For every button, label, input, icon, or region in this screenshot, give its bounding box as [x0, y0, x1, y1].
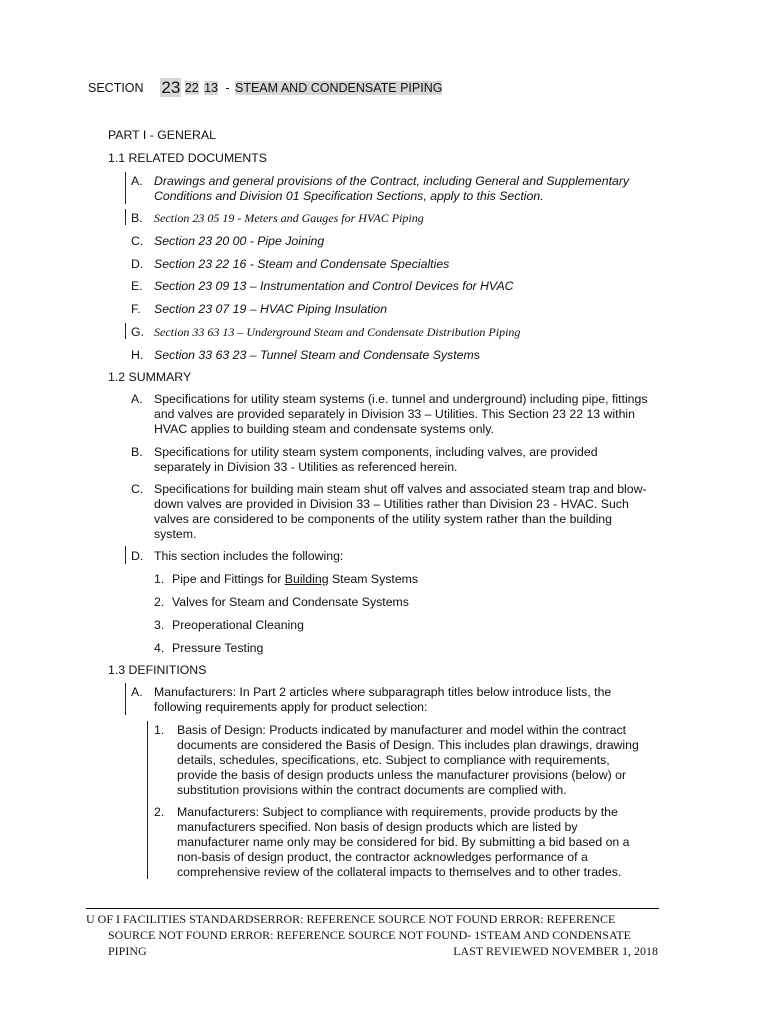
list-item: Specifications for utility steam system components, including valves, are provided separately in Division 33 - Utilities as referenced herein.: [154, 445, 598, 474]
list-item: Section 23 20 00 - Pipe Joining: [154, 234, 325, 248]
list-item: Specifications for building main steam shut off valves and associated steam trap and blow- down valves are provided in Division 33 – Utilities rather than Division 23 - HVAC. Such valves are considered to be components of the utility system rather than the building system.: [154, 482, 647, 541]
list-item: Drawings and general provisions of the Contract, including General and Supplementary Conditions and Division 01 Specification Sections, apply to this Section.: [154, 174, 630, 203]
list-letter: A.: [131, 392, 143, 406]
header-dash: -: [225, 81, 230, 95]
revision-bar: [147, 721, 148, 879]
list-item: Manufacturers: In Part 2 articles where subparagraph titles below introduce lists, the following requirements apply for product selection:: [154, 685, 612, 714]
list-letter: F.: [131, 302, 141, 316]
revision-bar: [125, 209, 126, 225]
list-letter: A.: [131, 174, 143, 188]
list-letter: C.: [131, 234, 144, 248]
sub-number: 3.: [154, 618, 165, 632]
article-heading-1-3: 1.3 DEFINITIONS: [108, 663, 207, 677]
sub-item: Preoperational Cleaning: [172, 618, 304, 632]
section-header: [88, 78, 442, 100]
footer-line-1: U OF I FACILITIES STANDARDSERROR: REFERENCE SOURCE NOT FOUND ERROR: REFERENCE: [86, 912, 616, 926]
list-item: Specifications for utility steam systems (i.e. tunnel and underground) including pipe, fittings and valves are provided separately in Division 33 – Utilities. This Section 23 22 13 within HVAC applies to building steam and condensate systems only.: [154, 392, 648, 436]
section-title: STEAM AND CONDENSATE PIPING: [235, 81, 443, 95]
list-letter: A.: [131, 685, 143, 699]
list-letter: D.: [131, 549, 144, 563]
sub-item: Pipe and Fittings for Building Steam Systems: [172, 572, 419, 586]
section-label: SECTION: [88, 81, 144, 95]
sub-item: Valves for Steam and Condensate Systems: [172, 595, 409, 609]
list-item: Section 33 63 13 – Underground Steam and Condensate Distribution Piping: [154, 325, 521, 339]
list-letter: C.: [131, 482, 144, 496]
article-heading-1-1: 1.1 RELATED DOCUMENTS: [108, 151, 267, 165]
sub-number: 1.: [154, 572, 165, 586]
list-letter: B.: [131, 445, 143, 459]
list-item: This section includes the following:: [154, 549, 344, 563]
sub-number: 2.: [154, 595, 165, 609]
list-letter: B.: [131, 211, 143, 225]
list-letter: H.: [131, 348, 144, 362]
footer-line-3-left: PIPING: [108, 944, 147, 958]
list-letter: E.: [131, 279, 143, 293]
revision-bar: [125, 323, 126, 339]
article-heading-1-2: 1.2 SUMMARY: [108, 370, 192, 384]
revision-bar: [125, 683, 126, 715]
revision-bar: [125, 172, 126, 204]
sub-item: Manufacturers: Subject to compliance with requirements, provide products by the manufacturers specified. Non basis of design products which are listed by manufacturer name only may be considered for bid. By submitting a bid based on a non-basis of design product, the contractor acknowledges performance of a comprehensive review of the collateral impacts to themselves and to other trades.: [177, 805, 630, 879]
sub-number: 4.: [154, 641, 165, 655]
revision-bar: [125, 546, 126, 564]
list-letter: D.: [131, 257, 144, 271]
section-number-main: 23: [161, 78, 181, 97]
list-item: Section 23 22 16 - Steam and Condensate Specialties: [154, 257, 450, 271]
list-item: Section 33 63 23 – Tunnel Steam and Condensate Systems: [154, 348, 480, 362]
sub-number: 2.: [154, 805, 165, 819]
list-item: Section 23 07 19 – HVAC Piping Insulation: [154, 302, 388, 316]
list-letter: G.: [131, 325, 144, 339]
sub-item: Pressure Testing: [172, 641, 264, 655]
sub-item: Basis of Design: Products indicated by manufacturer and model within the contract documents are considered the Basis of Design. This includes plan drawings, drawing details, schedules, specifications, etc. Subject to compliance with requirements, provide the basis of design products unless the manufacturer provisions (below) or substitution provisions within the contract documents are complied with.: [177, 723, 639, 797]
sub-number: 1.: [154, 723, 165, 737]
part-heading: PART I - GENERAL: [108, 128, 216, 142]
footer-rule: [86, 908, 659, 909]
footer-line-2: SOURCE NOT FOUND ERROR: REFERENCE SOURCE NOT FOUND- 1STEAM AND CONDENSATE: [108, 928, 631, 942]
list-item: Section 23 05 19 - Meters and Gauges for HVAC Piping: [154, 211, 424, 225]
section-number-3: 13: [204, 81, 218, 95]
list-item: Section 23 09 13 – Instrumentation and Control Devices for HVAC: [154, 279, 514, 293]
footer-line-3-right: LAST REVIEWED NOVEMBER 1, 2018: [453, 944, 658, 958]
section-number-2: 22: [184, 81, 199, 95]
